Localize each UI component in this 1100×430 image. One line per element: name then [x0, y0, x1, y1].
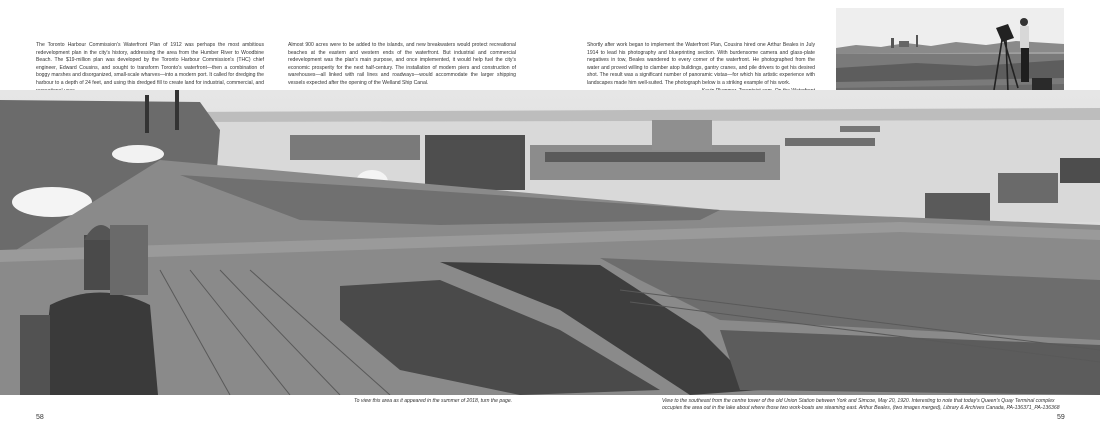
page-number-left: 58 — [36, 414, 44, 421]
page-number-right: 59 — [1057, 414, 1065, 421]
body-text-column-3-body: Shortly after work began to implement the Waterfront Plan, Cousins hired one Arthur Beales in July 1914 to lead his photography and blueprinting section. With burdensome camera and glass-plate negatives in tow, Beales wandered to every corner of the waterfront. He photographed from the water and proved willing to clamber atop buildings, gantry cranes, and pile drivers to get his desired shot. The result was a significant number of panoramic vistas—for which his artistic experience with landscapes made him well-suited. The photograph below is a striking example of his work. — [587, 42, 815, 86]
panorama-photograph-art — [0, 90, 1100, 395]
body-text-column-1: The Toronto Harbour Commission's Waterfront Plan of 1912 was perhaps the most ambitious redevelopment plan in the city's history, addressing the area from the Humber River to Woodbine Beach. The $19-million plan was developed by the Toronto Harbour Commission's (THC) chief engineer, Edward Cousins, and sought to transform Toronto's waterfront—then a combination of boggy marshes and disorganized, small-scale wharves—into a modern port. It called for dredging the harbour to a depth of 24 feet, and using this dredged fill to create land for industrial, commercial, and — [36, 42, 264, 86]
body-text-column-2: Almost 900 acres were to be added to the islands, and new breakwaters would protect recreational beaches at the eastern and western ends of the waterfront. But industrial and commercial redevelopment was the plan's main purpose, and once implemented, it would help fuel the city's economic prosperity for the next half-century. The installation of modern piers and construction of warehouses—all linked with rail lines and roadways—would accommodate the larger shipping vessels expected after the opening of the Welland Ship Canal. — [288, 42, 516, 86]
panorama-photograph — [0, 90, 1100, 395]
panorama-caption-left: To view this area as it appeared in the summer of 2018, turn the page. — [354, 398, 513, 404]
panorama-caption-right: View to the southeast from the centre tower of the old Union Station between York and Simcoe, May 20, 1920. Interesting to note that today's Queen's Quay Terminal complex occupies the area out in the lake about where those two work-boats are steaming east. Arthur Beales, (two images merged), Library & Archives Canada, PA-136371_PA-136368 — [662, 398, 1060, 412]
body-text-column-3 — [587, 42, 815, 95]
